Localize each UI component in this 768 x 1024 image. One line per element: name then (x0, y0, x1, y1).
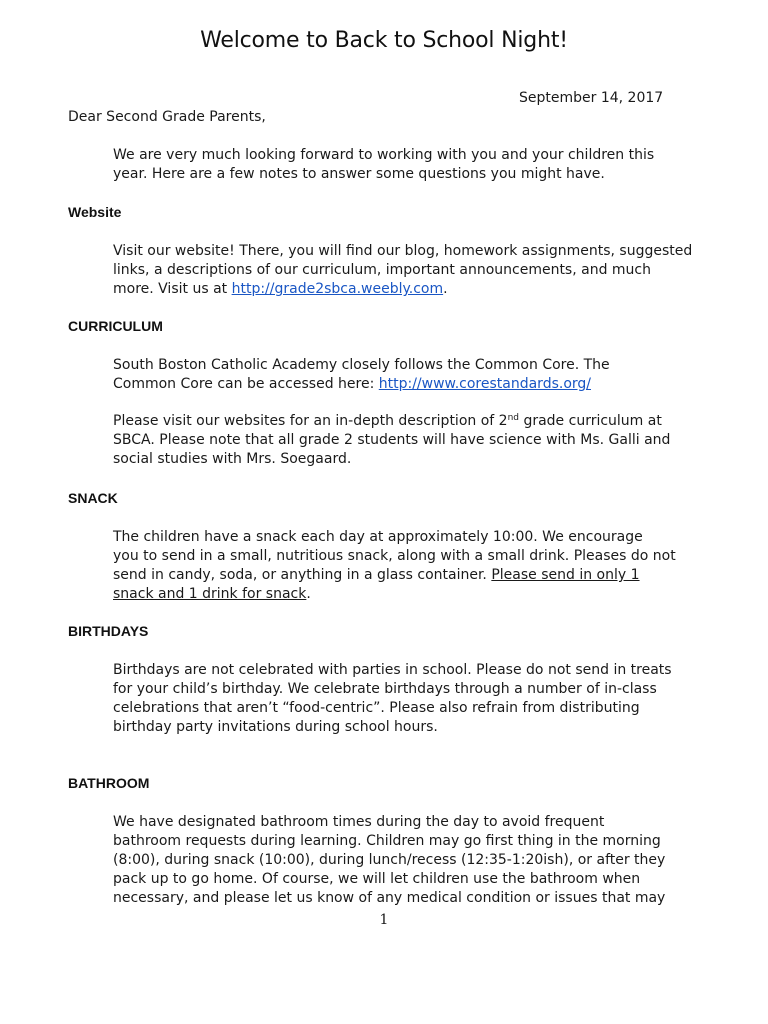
snack-heading: SNACK (68, 490, 118, 506)
curriculum-line (113, 412, 713, 431)
snack-paragraph (113, 528, 713, 604)
birthdays-heading: BIRTHDAYS (68, 623, 149, 639)
bathroom-heading: BATHROOM (68, 775, 150, 791)
website-line-end: . (443, 281, 448, 297)
curriculum-heading: CURRICULUM (68, 318, 163, 334)
website-line: Visit our website! There, you will find our blog, homework assignments, suggested (113, 243, 693, 259)
intro-line: We are very much looking forward to working with you and your children this (113, 147, 655, 163)
curriculum-line: social studies with Mrs. Soegaard. (113, 451, 352, 467)
website-line: links, a descriptions of our curriculum, important announcements, and much (113, 262, 651, 278)
bathroom-line: (8:00), during snack (10:00), during lunch/recess (12:35-1:20ish), or after they (113, 852, 666, 868)
birthdays-paragraph (113, 661, 713, 737)
website-paragraph (113, 242, 713, 299)
snack-line (113, 585, 713, 604)
snack-line: The children have a snack each day at approximately 10:00. We encourage (113, 529, 643, 545)
bathroom-line: necessary, and please let us know of any medical condition or issues that may (113, 890, 666, 906)
birthdays-line: for your child’s birthday. We celebrate birthdays through a number of in-class (113, 681, 657, 697)
bathroom-line: pack up to go home. Of course, we will let children use the bathroom when (113, 871, 641, 887)
website-line (113, 280, 713, 299)
birthdays-line: birthday party invitations during school hours. (113, 719, 438, 735)
snack-line (113, 566, 713, 585)
birthdays-line: Birthdays are not celebrated with parties in school. Please do not send in treats (113, 662, 672, 678)
snack-underlined-text: snack and 1 drink for snack (113, 586, 307, 602)
website-heading: Website (68, 204, 122, 220)
letter-greeting: Dear Second Grade Parents, (68, 109, 266, 125)
birthdays-line: celebrations that aren’t “food-centric”. Please also refrain from distributing (113, 700, 640, 716)
curriculum-line (113, 375, 713, 394)
curriculum-line-text: Please visit our websites for an in-depth description of 2 (113, 413, 508, 429)
ordinal-suffix: nd (507, 413, 519, 423)
page-number: 1 (379, 912, 389, 928)
curriculum-line-text: Common Core can be accessed here: (113, 376, 379, 392)
corestandards-link[interactable]: http://www.corestandards.org/ (378, 376, 591, 392)
intro-paragraph (113, 146, 713, 184)
intro-line: year. Here are a few notes to answer some questions you might have. (113, 166, 605, 182)
curriculum-line-text: grade curriculum at (519, 413, 662, 429)
bathroom-paragraph (113, 813, 713, 908)
snack-underlined-text: Please send in only 1 (491, 567, 640, 583)
curriculum-line: SBCA. Please note that all grade 2 students will have science with Ms. Galli and (113, 432, 671, 448)
snack-line-end: . (306, 586, 311, 602)
snack-line: you to send in a small, nutritious snack, along with a small drink. Pleases do not (113, 548, 676, 564)
letter-date: September 14, 2017 (519, 90, 664, 106)
page-title: Welcome to Back to School Night! (200, 28, 568, 53)
curriculum-line: South Boston Catholic Academy closely follows the Common Core. The (113, 357, 610, 373)
bathroom-line: bathroom requests during learning. Children may go first thing in the morning (113, 833, 661, 849)
website-link[interactable]: http://grade2sbca.weebly.com (231, 281, 444, 297)
bathroom-line: We have designated bathroom times during the day to avoid frequent (113, 814, 605, 830)
snack-line-text: send in candy, soda, or anything in a glass container. (113, 567, 492, 583)
curriculum-paragraph-1 (113, 356, 713, 394)
website-line-text: more. Visit us at (113, 281, 232, 297)
curriculum-paragraph-2 (113, 412, 713, 469)
